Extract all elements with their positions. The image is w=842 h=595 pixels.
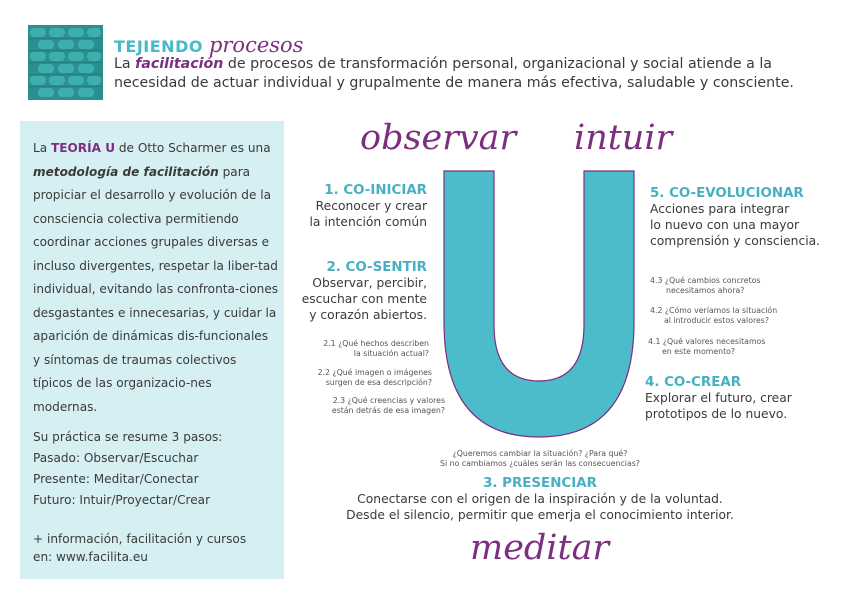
step-co-iniciar	[309, 183, 427, 230]
step-desc-line: prototipos de lo nuevo.	[645, 407, 788, 421]
step-desc-line: la intención común	[309, 215, 427, 229]
step-title: 1. CO-INICIAR	[324, 183, 427, 198]
step-desc-line: Acciones para integrar	[650, 202, 790, 216]
brand-bold: TEJIENDO	[114, 37, 203, 56]
question-2-2	[318, 368, 432, 388]
question-line: 4.1 ¿Qué valores necesitamos	[648, 337, 766, 346]
step-desc-line: Explorar el futuro, crear	[645, 391, 792, 405]
question-line: al introducir estos valores?	[664, 316, 770, 325]
question-4-3	[650, 276, 760, 296]
step-past: Pasado: Observar/Escuchar	[33, 451, 199, 465]
question-line: ¿Queremos cambiar la situación? ¿Para qué?	[452, 449, 628, 458]
question-line: necesitamos ahora?	[666, 286, 745, 295]
question-line: 2.3 ¿Qué creencias y valores	[332, 396, 445, 405]
question-4-2	[650, 306, 777, 326]
sidebar-p1-b: de Otto Scharmer es una	[118, 141, 271, 155]
website-link[interactable]: en: www.facilita.eu	[33, 550, 148, 564]
step-desc-line: escuchar con mente	[301, 292, 427, 306]
question-line: 2.2 ¿Qué imagen o imágenes	[317, 368, 432, 377]
step-future: Futuro: Intuir/Proyectar/Crear	[33, 493, 211, 507]
step-title: 5. CO-EVOLUCIONAR	[650, 186, 804, 201]
intro-line1: de procesos de transformación personal, organizacional y social atiende a la	[227, 56, 772, 72]
intro-pre: La	[114, 56, 131, 72]
question-2-3	[332, 396, 445, 416]
word-intuir: intuir	[574, 118, 673, 158]
step-co-sentir	[302, 260, 427, 323]
word-meditar: meditar	[470, 528, 610, 568]
facilitation-methodology-emphasis: metodología de facilitación	[33, 164, 219, 179]
word-observar: observar	[360, 118, 517, 158]
step-desc-line: Reconocer y crear	[315, 199, 427, 213]
question-line: 2.1 ¿Qué hechos describen	[323, 339, 429, 348]
sidebar-p1-c: para propiciar el desarrollo y evolución de la consciencia colectiva permitiendo coordinar acciones grupales diversas e incluso divergentes, respetar la liber-tad individual, evitando las confronta-ciones desgastantes e innecesarias, y cuidar la aparición de dinámicas dis-funcionales y síntomas de traumas colectivos típicos de las organizacio-nes modernas.	[33, 164, 279, 414]
step-title: 2. CO-SENTIR	[326, 260, 427, 275]
question-line: 4.2 ¿Cómo veríamos la situación	[650, 306, 778, 315]
question-2-1	[323, 339, 429, 359]
step-co-evolucionar	[650, 186, 820, 249]
step-co-crear	[645, 375, 792, 422]
intro-line2: necesidad de actuar individual y grupalmente de manera más efectiva, saludable y consciente.	[114, 75, 794, 91]
intro-emphasis: facilitación	[135, 56, 224, 72]
step-presenciar	[330, 476, 750, 523]
brand-script: procesos	[208, 33, 304, 57]
step-title: 4. CO-CREAR	[645, 375, 742, 390]
step-desc-line: Observar, percibir,	[312, 276, 427, 290]
more-info-line1: + información, facilitación y cursos	[33, 532, 247, 546]
steps-intro: Su práctica se resume 3 pasos:	[33, 430, 223, 444]
question-line: surgen de esa descripción?	[325, 378, 432, 387]
question-line: la situación actual?	[353, 349, 429, 358]
theory-u-highlight: TEORÍA U	[51, 141, 116, 155]
question-line: 4.3 ¿Qué cambios concretos	[650, 276, 761, 285]
question-4-1	[648, 337, 765, 357]
step-present: Presente: Meditar/Conectar	[33, 472, 199, 486]
step-desc-line: y corazón abiertos.	[309, 308, 427, 322]
step-desc-line: Conectarse con el origen de la inspiración y de la voluntad.	[357, 492, 723, 506]
question-line: en este momento?	[662, 347, 736, 356]
question-line: están detrás de esa imagen?	[331, 406, 445, 415]
step-desc-line: Desde el silencio, permitir que emerja el conocimiento interior.	[346, 508, 734, 522]
sidebar-p1-a: La	[33, 141, 48, 155]
step-desc-line: lo nuevo con una mayor	[650, 218, 800, 232]
question-line: Si no cambiamos ¿cuáles serán las consecuencias?	[440, 459, 640, 468]
step-desc-line: comprensión y consciencia.	[650, 234, 821, 248]
question-bottom	[390, 449, 690, 469]
step-title: 3. PRESENCIAR	[483, 476, 597, 491]
